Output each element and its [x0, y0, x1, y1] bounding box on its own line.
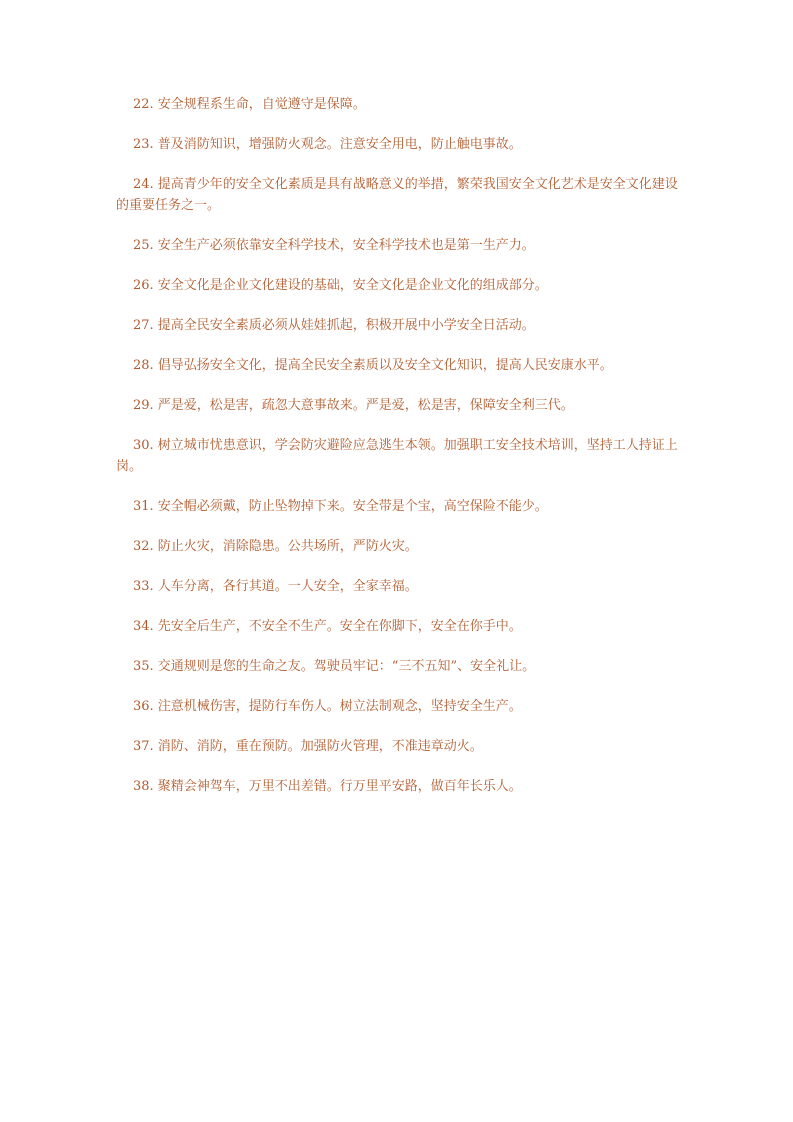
- slogan-item: 30. 树立城市忧患意识，学会防灾避险应急逃生本领。加强职工安全技术培训，坚持工人持证上岗。: [116, 438, 678, 474]
- slogan-item: 32. 防止火灾，消除隐患。公共场所，严防火灾。: [133, 539, 418, 554]
- slogan-item: 33. 人车分离，各行其道。一人安全，全家幸福。: [133, 579, 418, 594]
- slogan-item: 25. 安全生产必须依靠安全科学技术，安全科学技术也是第一生产力。: [133, 238, 535, 253]
- slogan-item: 24. 提高青少年的安全文化素质是具有战略意义的举措，繁荣我国安全文化艺术是安全文化建设的重要任务之一。: [116, 177, 678, 213]
- slogan-item: 29. 严是爱，松是害，疏忽大意事故来。严是爱，松是害，保障安全利三代。: [133, 398, 574, 413]
- slogan-item: 23. 普及消防知识，增强防火观念。注意安全用电，防止触电事故。: [133, 137, 522, 152]
- slogan-item: 27. 提高全民安全素质必须从娃娃抓起，积极开展中小学安全日活动。: [133, 318, 535, 333]
- slogan-item: 35. 交通规则是您的生命之友。驾驶员牢记：“三不五知”、安全礼让。: [133, 659, 536, 674]
- slogan-item: 28. 倡导弘扬安全文化，提高全民安全素质以及安全文化知识，提高人民安康水平。: [133, 358, 613, 373]
- slogan-item: 22. 安全规程系生命，自觉遵守是保障。: [133, 97, 366, 112]
- slogan-item: 26. 安全文化是企业文化建设的基础，安全文化是企业文化的组成部分。: [133, 278, 548, 293]
- slogan-list: [116, 94, 678, 816]
- slogan-item: 34. 先安全后生产，不安全不生产。安全在你脚下，安全在你手中。: [133, 619, 522, 634]
- slogan-item: 38. 聚精会神驾车，万里不出差错。行万里平安路，做百年长乐人。: [133, 779, 522, 794]
- slogan-item: 36. 注意机械伤害，提防行车伤人。树立法制观念，坚持安全生产。: [133, 699, 522, 714]
- slogan-item: 31. 安全帽必须戴，防止坠物掉下来。安全带是个宝，高空保险不能少。: [133, 499, 548, 514]
- slogan-item: 37. 消防、消防，重在预防。加强防火管理，不准违章动火。: [133, 739, 483, 754]
